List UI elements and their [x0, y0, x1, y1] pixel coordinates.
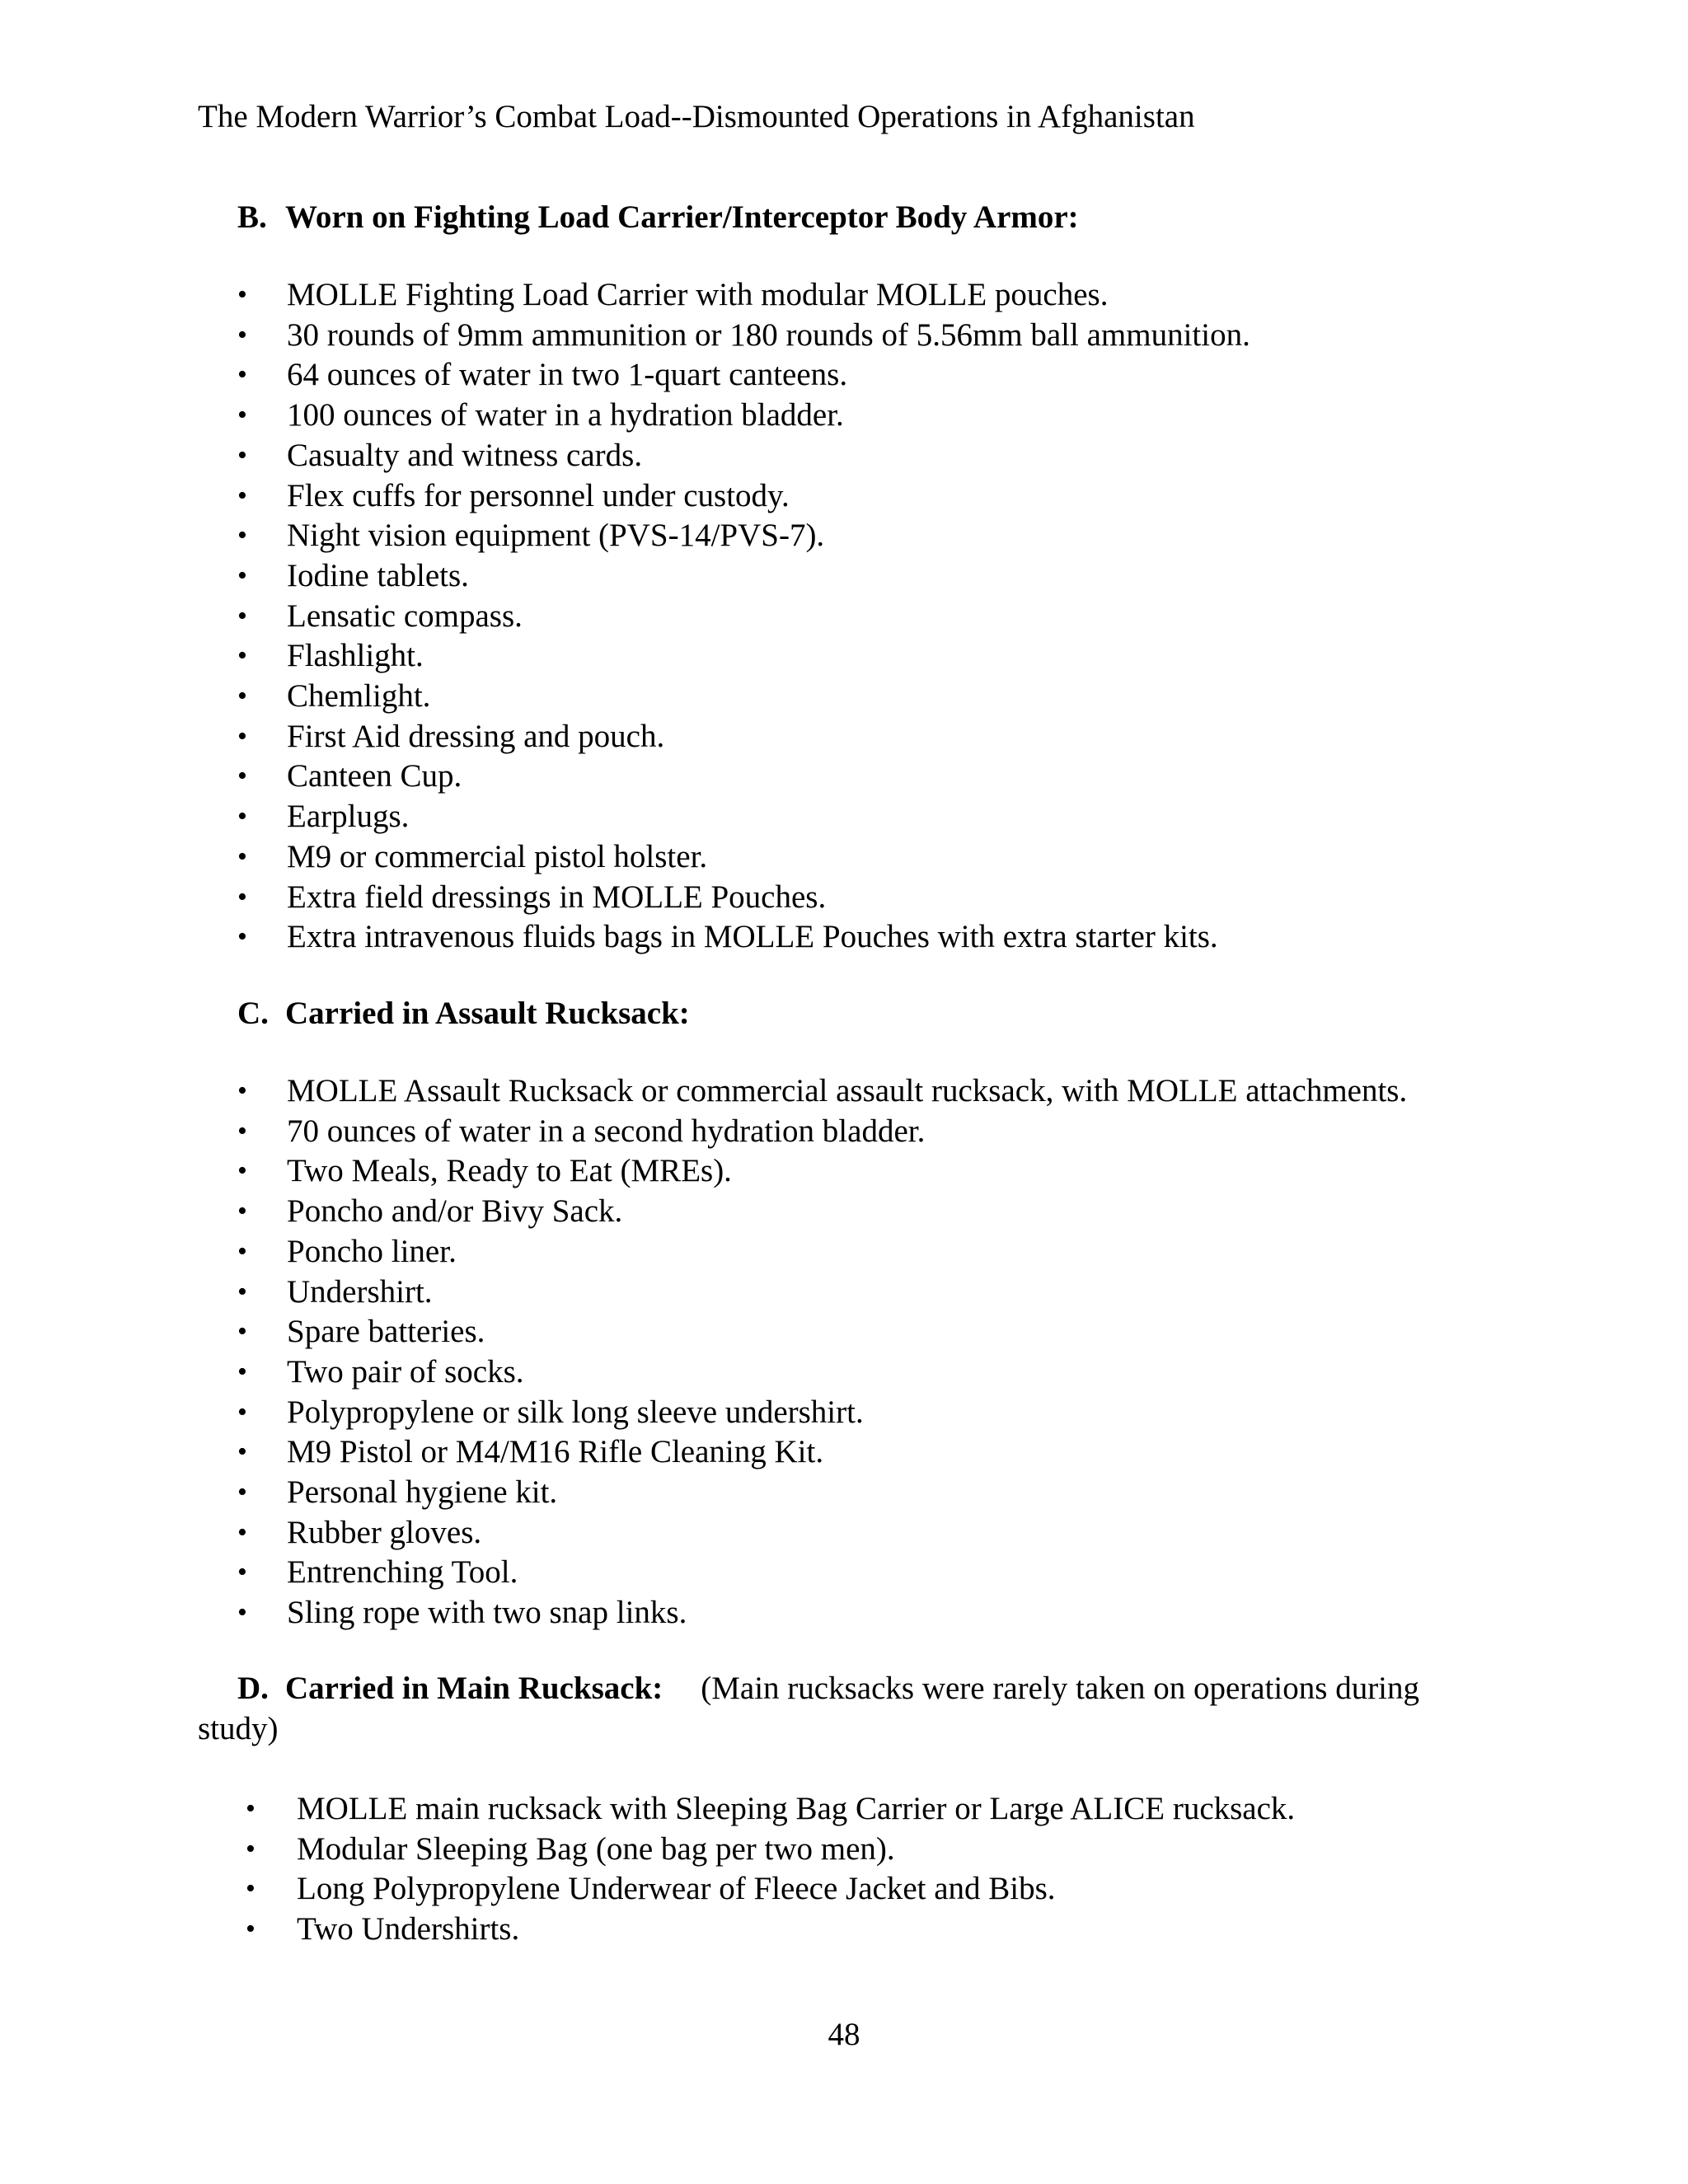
list-item — [237, 1352, 1407, 1393]
section-d-list — [246, 1789, 1296, 1950]
list-item-text: Undershirt. — [287, 1273, 433, 1310]
list-item — [237, 1432, 1407, 1473]
list-item-text: Long Polypropylene Underwear of Fleece Jacket and Bibs. — [297, 1871, 1056, 1907]
bullet-icon: • — [237, 1477, 247, 1508]
list-item — [237, 1593, 1407, 1633]
bullet-icon: • — [237, 761, 247, 792]
bullet-icon: • — [237, 1115, 247, 1146]
list-item-text: Extra intravenous fluids bags in MOLLE Pouches with extra starter kits. — [287, 919, 1218, 955]
list-item-text: Flex cuffs for personnel under custody. — [287, 477, 790, 513]
list-item-text: First Aid dressing and pouch. — [287, 718, 665, 754]
list-item — [237, 1192, 1407, 1232]
bullet-icon: • — [237, 681, 247, 712]
list-item-text: MOLLE Fighting Load Carrier with modular MOLLE pouches. — [287, 277, 1109, 312]
list-item — [237, 1151, 1407, 1192]
bullet-icon: • — [237, 1316, 247, 1347]
list-item — [237, 275, 1250, 316]
bullet-icon: • — [246, 1914, 256, 1945]
bullet-icon: • — [237, 1557, 247, 1588]
list-item — [237, 1232, 1407, 1272]
list-item — [246, 1869, 1295, 1910]
section-c-title: Carried in Assault Rucksack: — [285, 996, 690, 1031]
list-item-text: Poncho liner. — [287, 1233, 457, 1269]
section-d-note-line1: (Main rucksacks were rarely taken on operations during — [701, 1671, 1420, 1706]
list-item-text: Casualty and witness cards. — [287, 437, 643, 473]
section-c-label: C. — [237, 996, 269, 1031]
list-item-text: MOLLE main rucksack with Sleeping Bag Carrier or Large ALICE rucksack. — [297, 1791, 1296, 1826]
bullet-icon: • — [237, 801, 247, 832]
list-item — [237, 1112, 1407, 1152]
list-item-text: MOLLE Assault Rucksack or commercial assault rucksack, with MOLLE attachments. — [287, 1073, 1408, 1108]
list-item — [237, 1553, 1407, 1593]
bullet-icon: • — [237, 439, 247, 471]
list-item-text: Iodine tablets. — [287, 557, 469, 593]
bullet-icon: • — [237, 359, 247, 391]
bullet-icon: • — [237, 921, 247, 953]
list-item — [237, 1473, 1407, 1513]
list-item-text: M9 Pistol or M4/M16 Rifle Cleaning Kit. — [287, 1434, 824, 1470]
list-item — [237, 436, 1250, 476]
bullet-icon: • — [237, 520, 247, 551]
list-item-text: 64 ounces of water in two 1-quart canteens. — [287, 357, 848, 393]
list-item — [246, 1910, 1295, 1950]
section-b-label: B. — [237, 199, 267, 235]
bullet-icon: • — [237, 480, 247, 511]
list-item — [237, 677, 1250, 717]
list-item — [237, 917, 1250, 958]
bullet-icon: • — [237, 1076, 247, 1106]
bullet-icon: • — [237, 1235, 247, 1267]
list-item — [237, 316, 1250, 356]
list-item-text: 100 ounces of water in a hydration bladder. — [287, 397, 844, 434]
list-item — [237, 1071, 1408, 1112]
page-number: 48 — [828, 2017, 860, 2052]
bullet-icon: • — [237, 1436, 247, 1468]
section-d-label: D. — [237, 1671, 269, 1706]
bullet-icon: • — [237, 560, 247, 591]
list-item-text: 70 ounces of water in a second hydration bladder. — [287, 1113, 926, 1149]
list-item-text: Chemlight. — [287, 678, 431, 715]
bullet-icon: • — [237, 720, 247, 752]
list-item-text: Entrenching Tool. — [287, 1554, 518, 1591]
list-item — [237, 396, 1250, 436]
list-item-text: Polypropylene or silk long sleeve undershirt. — [287, 1394, 864, 1430]
list-item-text: Night vision equipment (PVS-14/PVS-7). — [287, 518, 825, 554]
bullet-icon: • — [237, 881, 247, 912]
list-item — [237, 355, 1250, 396]
section-b-heading — [237, 198, 1079, 237]
list-item-text: Extra field dressings in MOLLE Pouches. — [287, 879, 827, 915]
list-item-text: Poncho and/or Bivy Sack. — [287, 1193, 623, 1230]
bullet-icon: • — [246, 1793, 256, 1824]
bullet-icon: • — [237, 600, 247, 631]
bullet-icon: • — [237, 1597, 247, 1629]
list-item — [237, 1272, 1407, 1313]
section-c-list — [237, 1071, 1408, 1633]
list-item-text: Two Undershirts. — [297, 1911, 520, 1947]
list-item-text: Rubber gloves. — [287, 1514, 482, 1550]
list-item-text: Personal hygiene kit. — [287, 1474, 558, 1511]
list-item-text: Lensatic compass. — [287, 598, 523, 634]
list-item-text: Sling rope with two snap links. — [287, 1595, 687, 1631]
list-item — [237, 476, 1250, 517]
list-item — [237, 797, 1250, 837]
list-item-text: Earplugs. — [287, 799, 410, 835]
bullet-icon: • — [237, 1276, 247, 1307]
list-item-text: 30 rounds of 9mm ammunition or 180 rounds of 5.56mm ball ammunition. — [287, 316, 1250, 353]
list-item-text: Modular Sleeping Bag (one bag per two men). — [297, 1830, 895, 1867]
list-item — [237, 1393, 1407, 1433]
list-item — [237, 878, 1250, 918]
bullet-icon: • — [237, 279, 247, 310]
bullet-icon: • — [237, 640, 247, 672]
bullet-icon: • — [237, 319, 247, 350]
section-b-list — [237, 275, 1250, 958]
bullet-icon: • — [246, 1873, 256, 1905]
list-item — [246, 1830, 1295, 1870]
section-d-note-line2: study) — [198, 1711, 279, 1746]
section-b-title: Worn on Fighting Load Carrier/Interceptor Body Armor: — [285, 199, 1079, 235]
bullet-icon: • — [237, 1396, 247, 1427]
list-item — [246, 1789, 1296, 1830]
list-item — [237, 757, 1250, 797]
section-d-title: Carried in Main Rucksack: — [285, 1671, 663, 1706]
bullet-icon: • — [237, 1196, 247, 1227]
list-item-text: Canteen Cup. — [287, 758, 462, 794]
bullet-icon: • — [246, 1833, 256, 1864]
bullet-icon: • — [237, 1356, 247, 1387]
list-item — [237, 1513, 1407, 1554]
list-item-text: M9 or commercial pistol holster. — [287, 838, 708, 874]
list-item-text: Flashlight. — [287, 638, 424, 674]
bullet-icon: • — [237, 400, 247, 431]
list-item — [237, 597, 1250, 637]
bullet-icon: • — [237, 1516, 247, 1548]
list-item-text: Two pair of socks. — [287, 1353, 524, 1390]
section-c-heading — [237, 994, 690, 1033]
bullet-icon: • — [237, 1155, 247, 1187]
list-item — [237, 556, 1250, 597]
bullet-icon: • — [237, 841, 247, 872]
list-item — [237, 516, 1250, 556]
list-item — [237, 717, 1250, 757]
section-d-heading — [198, 1668, 1500, 1749]
list-item-text: Two Meals, Ready to Eat (MREs). — [287, 1153, 732, 1189]
list-item — [237, 837, 1250, 878]
list-item-text: Spare batteries. — [287, 1314, 485, 1350]
list-item — [237, 1312, 1407, 1352]
running-header: The Modern Warrior’s Combat Load--Dismounted Operations in Afghanistan — [198, 99, 1195, 134]
list-item — [237, 636, 1250, 677]
